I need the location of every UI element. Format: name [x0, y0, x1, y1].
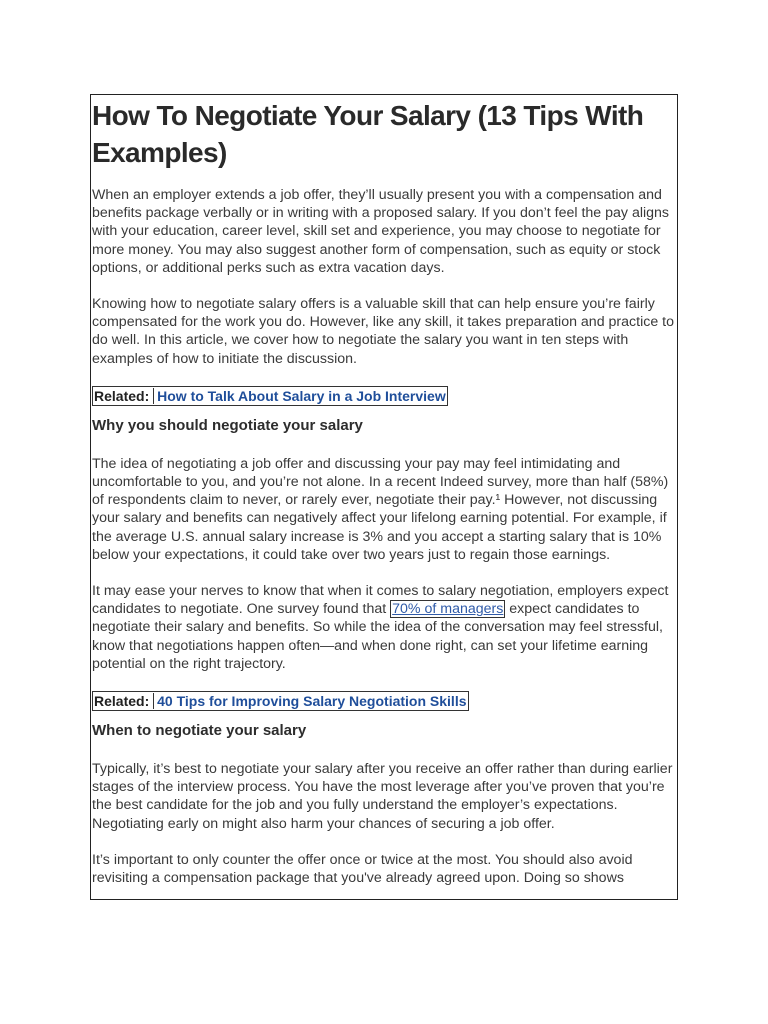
related-link-negotiation-tips[interactable]: 40 Tips for Improving Salary Negotiation Skills: [153, 693, 466, 709]
when-paragraph-2: It’s important to only counter the offer once or twice at the most. You should also avoid revisiting a compensation package that you've already agreed upon. Doing so shows: [92, 851, 633, 887]
related-box-2: [92, 691, 674, 711]
related-link-salary-interview[interactable]: How to Talk About Salary in a Job Interview: [153, 388, 446, 404]
why-paragraph-2-text-end: expect candidates to negotiate their salary and benefits. So while the idea of the conversation may feel stressful, know that negotiations happen often—and when done right, can set your lifetime earning potential on the right trajectory.: [92, 601, 663, 672]
why-paragraph-1: The idea of negotiating a job offer and discussing your pay may feel intimidating and uncomfortable to you, and you’re not alone. In a recent Indeed survey, more than half (58%) of respondents claim to never, or rarely ever, negotiate their pay.¹ However, not discussing your salary and benefits can negatively affect your lifelong earning potential. For example, if the average U.S. annual salary increase is 3% and you accept a starting salary that is 10% below your expectations, it could take over two years just to regain those earnings.: [92, 455, 669, 563]
why-paragraph-2-text-start: It may ease your nerves to know that when it comes to salary negotiation, employers expect candidates to negotiate. One survey found that: [92, 583, 669, 618]
related-label: Related:: [94, 693, 150, 710]
article-title: How To Negotiate Your Salary (13 Tips With Examples): [92, 100, 644, 168]
document-page: [90, 94, 678, 900]
managers-survey-link[interactable]: 70% of managers: [392, 601, 504, 618]
section-heading-why-negotiate: Why you should negotiate your salary: [92, 416, 363, 434]
related-box-frame: [92, 386, 448, 406]
article-body: [91, 97, 677, 887]
related-box-1: [92, 386, 674, 406]
why-paragraph-2: [92, 582, 674, 673]
related-label: Related:: [94, 387, 150, 404]
intro-paragraph-1: When an employer extends a job offer, they’ll usually present you with a compensation and benefits package verbally or in writing with a proposed salary. If you don’t feel the pay aligns with your education, career level, skill set and experience, you may choose to negotiate for more money. You may also suggest another form of compensation, such as equity or stock options, or additional perks such as extra vacation days.: [92, 187, 670, 276]
intro-paragraph-2: Knowing how to negotiate salary offers is a valuable skill that can help ensure you’re fairly compensated for the work you do. However, like any skill, it takes preparation and practice to do well. In this article, we cover how to negotiate the salary you want in ten steps with examples of how to initiate the discussion.: [92, 296, 674, 367]
when-paragraph-1: Typically, it’s best to negotiate your salary after you receive an offer rather than during earlier stages of the interview process. You have the most leverage after you’ve proven that you’re the best candidate for the job and you fully understand the employer’s expectations. Negotiating early on might also harm your chances of securing a job offer.: [92, 761, 673, 832]
section-heading-when-negotiate: When to negotiate your salary: [92, 722, 307, 740]
related-box-frame: [92, 691, 469, 711]
